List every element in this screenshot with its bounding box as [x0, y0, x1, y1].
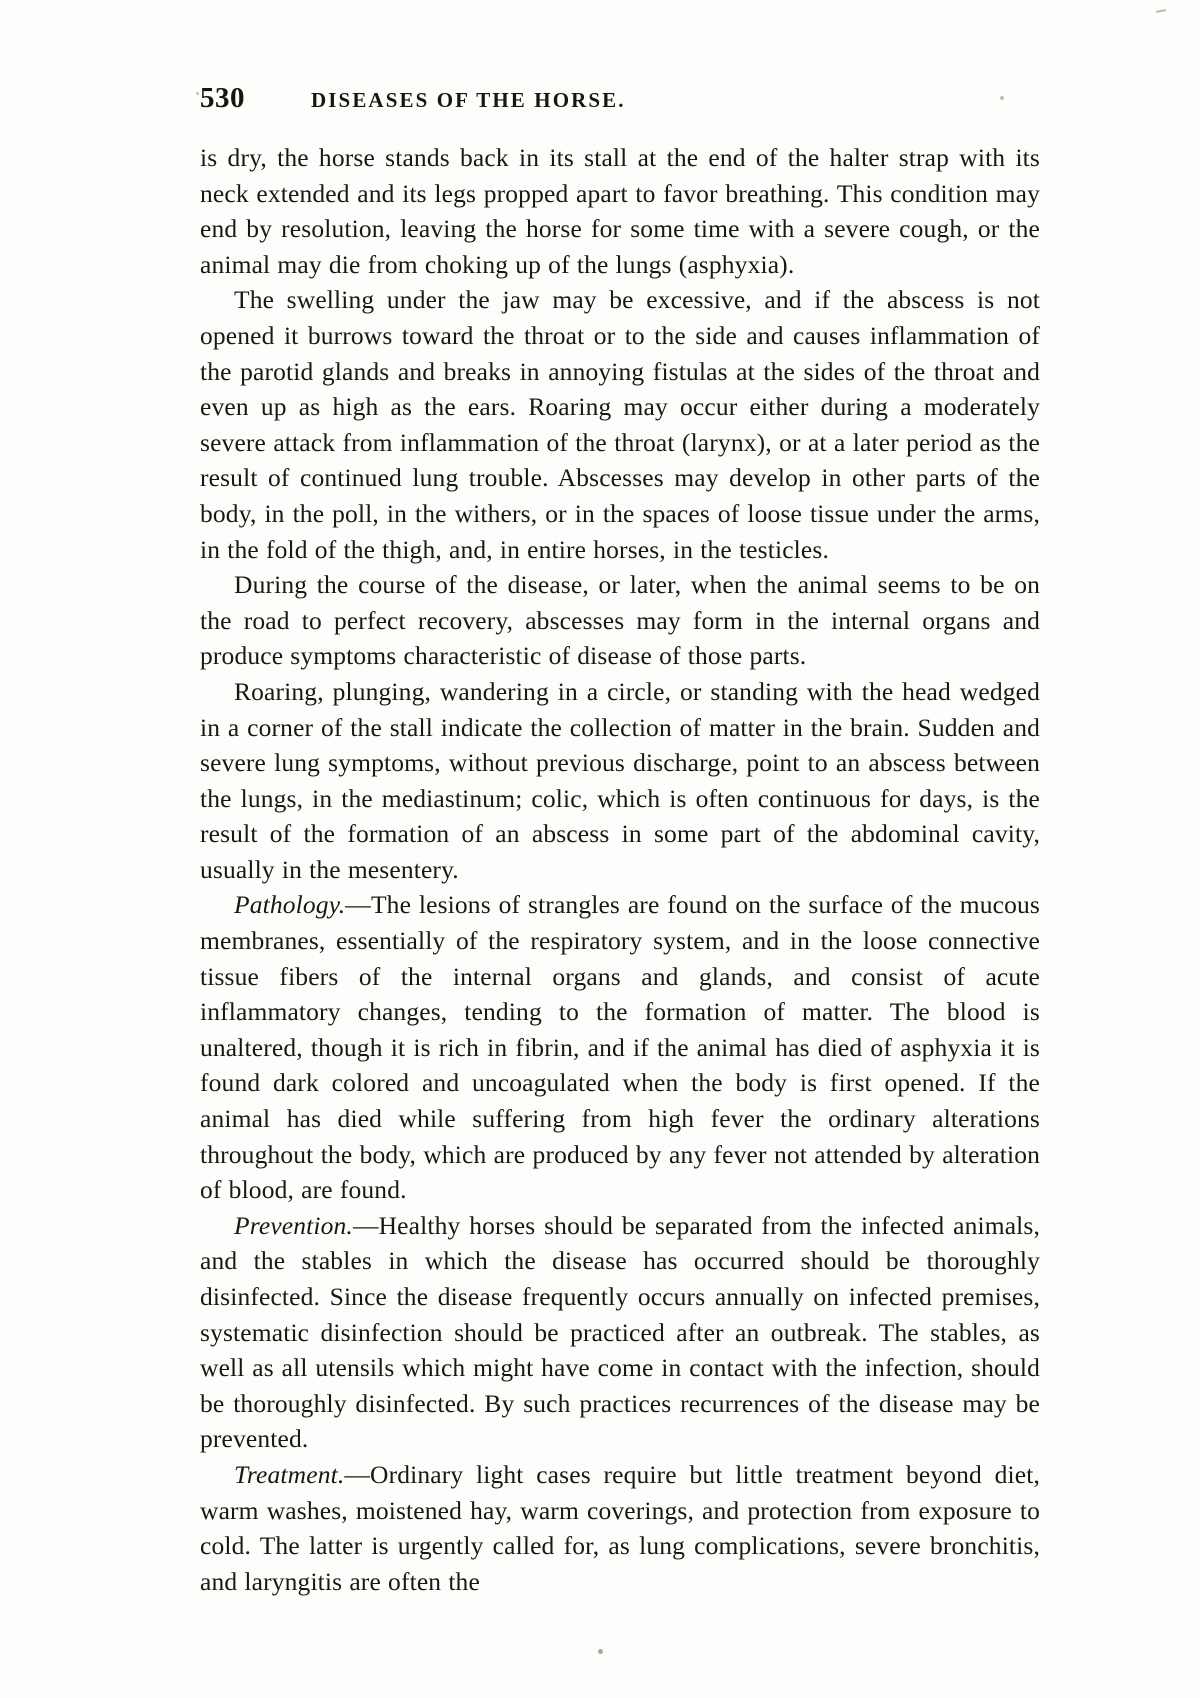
- paragraph-text: Ordinary light cases require but little treatment beyond diet, warm washes, moistened hay, warm coverings, and protection from exposure to cold. The latter is urgently called for, as lung complications, severe bronchitis, and laryngitis are often the: [200, 1459, 1040, 1596]
- paragraph: During the course of the disease, or later, when the animal seems to be on the road to perfect recovery, abscesses may form in the internal organs and produce symptoms characteristic of disease of those parts.: [200, 570, 1040, 671]
- body-text: [200, 140, 1040, 1599]
- running-head: DISEASES OF THE HORSE.: [311, 88, 626, 112]
- runin-dash: —: [352, 1210, 379, 1240]
- paragraph-treatment: [200, 1457, 1040, 1599]
- page-number: 530: [200, 82, 245, 114]
- paragraph-prevention: [200, 1208, 1040, 1457]
- paragraph-pathology: [200, 887, 1040, 1207]
- scan-speck-icon: [196, 92, 199, 95]
- paragraph: is dry, the horse stands back in its stall at the end of the halter strap with its neck extended and its legs propped apart to favor breathing. This condition may end by resolution, leaving the horse for some time with a severe cough, or the animal may die from choking up of the lungs (asphyxia).: [200, 143, 1040, 279]
- scan-speck-icon: [598, 1649, 603, 1654]
- runin-heading-prevention: Prevention.: [234, 1210, 353, 1240]
- page-header: [200, 82, 1040, 116]
- paragraph: Roaring, plunging, wandering in a circle, or standing with the head wedged in a corner of the stall indicate the collection of matter in the brain. Sudden and severe lung symptoms, without previous discharge, point to an abscess between the lungs, in the mediastinum; colic, which is often continuous for days, is the result of the formation of an abscess in some part of the abdominal cavity, usually in the mesentery.: [200, 676, 1040, 884]
- paragraph-text: The lesions of strangles are found on the surface of the mucous membranes, essentially of the respiratory system, and in the loose connective tissue fibers of the internal organs and glands, and consist of acute inflammatory changes, tending to the formation of matter. The blood is unaltered, though it is rich in fibrin, and if the animal has died of asphyxia it is found dark colored and uncoagulated when the body is first opened. If the animal has died while suffering from high fever the ordinary alterations throughout the body, which are produced by any fever not attended by alteration of blood, are found.: [200, 890, 1040, 1205]
- runin-heading-pathology: Pathology.: [234, 890, 346, 920]
- runin-dash: —: [344, 1459, 371, 1489]
- runin-dash: —: [345, 890, 371, 920]
- runin-heading-treatment: Treatment.: [234, 1459, 345, 1489]
- paragraph-text: Healthy horses should be separated from the infected animals, and the stables in which the disease has occurred should be thoroughly disinfected. Since the disease frequently occurs annually on infected premises, systematic disinfection should be practiced after an outbreak. The stables, as well as all utensils which might have come in contact with the infection, should be thoroughly disinfected. By such practices recurrences of the disease may be prevented.: [200, 1210, 1040, 1454]
- paragraph: The swelling under the jaw may be excessive, and if the abscess is not opened it burrows toward the throat or to the side and causes inflammation of the parotid glands and breaks in annoying fistulas at the sides of the throat and even up as high as the ears. Roaring may occur either during a moderately severe attack from inflammation of the throat (larynx), or at a later period as the result of continued lung trouble. Abscesses may develop in other parts of the body, in the poll, in the withers, or in the spaces of loose tissue under the arms, in the fold of the thigh, and, in entire horses, in the testicles.: [200, 285, 1040, 564]
- scan-artifact-icon: [1156, 9, 1166, 13]
